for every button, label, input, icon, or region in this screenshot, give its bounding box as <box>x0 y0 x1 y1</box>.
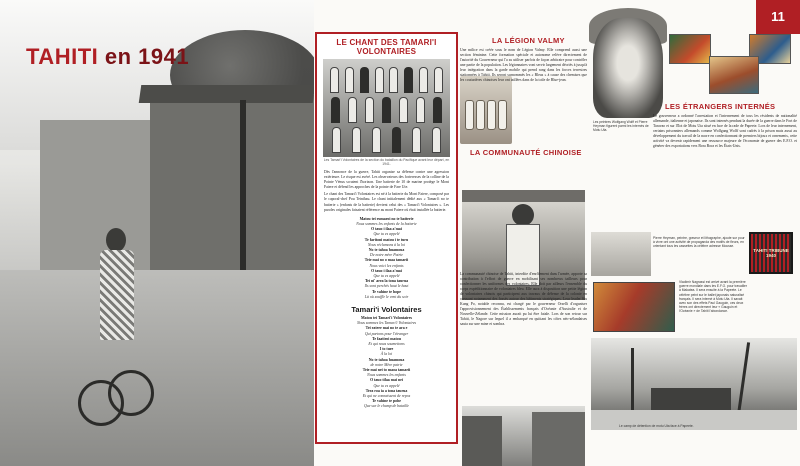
volunteers-band-photo <box>323 59 450 157</box>
legion-text: Une milice est créée sous le nom de Légion Valmy. Elle comprend aussi une section féminine. Cette formation spéciale et autonome relève directement de l'autorité du Gouverneur qui l'a su utiliser parfois de façon arbitraire pour contrôler une partie de la population. Les légionnaires vont servir largement décriés à jusqu'à leur intégration dans la garde mobile qui prend rang dans les forces terrestres stationnées à Tahiti. Ils seront surnommés les « Bleus » à cause des chemises que les couturières chinoises leur ont taillées dans de la toile de Blue-jean. <box>460 48 587 82</box>
portrait-wolff <box>593 18 663 118</box>
nagrassi-caption: Vladimir Nagrassi est arrivé avant la première guerre mondiale dans les E.F.O. pour travailler à Makatea. Il sera ensuite à la Papeete. Le célèbre peint sur le ballet japonais naturalisé français. Il sera interné à Motu Uta. Il savait avec son des effets Paul Gauguin, ces deux frères ont directement leur « Gauguin et l'Océanie » de Tahiti l'abondance. <box>679 280 747 314</box>
foreigners-text: Le gouverneur a ordonné l'arrestation et l'internement de tous les résidents de nationalité allemande, italienne et japonaise. Ils sont internés pendant la durée de la guerre dans le Fort de Taravao et sur l'îlot de Motu Uta situé en face de la rade de Papeete. Lors de leur internement, certains prisonniers allemands comme Wolfgang Wolff sont cadrés à la prison mais aussi au développement du travail de la nacre en confectionnant de premiers bijoux et ornements, cette activité va devenir rapidement une ressource majeure de l'économie de guerre des E.F.O. et générer des exportations vers Bora Bora et les États-Unis. <box>653 114 797 148</box>
chinese-text: La communauté chinoise de Tahiti, interdite d'enrôlement dans l'armée, apporte sa contribution à l'effort de guerre en mobilisant ses nombreux tailleurs pour confectionner les uniformes des volontaires. Elle doit par ailleurs l'ensemble du corps expéditionnaire de volontaires bleu. Elle aura à disposition une petite légion de volontaires chinois qui participent aux travaux de défense de la colonie en creusant notamment des fossés autour des bâtiments stratégiques. Leur leader Siu Kung Po, notable reconnu, est chargé par le gouverneur Orselli d'organiser l'approvisionnement des Établissements français d'Océanie d'Australie et de Nouvelle-Zélande. Cette mission aurait pu lui être fatale. Lors de son retour sur Tahiti, le Nagore sur lequel il a embarqué en quittant les côtes néo-zélandaises sauta sur une mine et sombra. <box>460 272 587 326</box>
song-title: Tamari'i Volontaires <box>351 305 422 314</box>
verse-batterie <box>317 217 456 300</box>
verse-line: Te faatiroi matou <box>372 336 401 341</box>
verse-line: Là où souffle le vent du soir <box>364 294 409 299</box>
tahiti-stamp: TAHITI TRIBUNE 1940 <box>749 232 793 274</box>
verse-line: Nous sommes les enfants de la batterie <box>356 221 417 226</box>
verse-line: No te tahoa huamoua <box>368 357 405 362</box>
page-title-word: TAHITI <box>26 44 99 69</box>
song-paragraph-1: Dès l'annonce de la guerre, Tahiti organise sa défense contre une agression extérieure. Le risque est avéré. Les observateurs des forteresses de la colline de la Pointe Vénus scrutent l'horizon. Une batterie de 10 de marine protège le Mont Faiere et défend les approches de la pointe de Fare Ute. <box>324 170 449 190</box>
verse-line: Matou tei rumaroi no te batterie <box>359 216 414 221</box>
verse-line: Et qui nous soumettons <box>368 342 405 347</box>
photo-roof <box>139 85 314 103</box>
verse-line: Que tu es appelé <box>373 273 400 278</box>
legion-heading: LA LÉGION VALMY <box>492 36 565 45</box>
verse-line: Nous voici les enfants <box>369 263 404 268</box>
papeete-street-photo <box>462 406 585 466</box>
verse-line: Tei nī' area la tona taurua <box>364 279 409 284</box>
gauguin-style-painting <box>593 282 675 332</box>
painting-thumbnail-3 <box>709 56 759 94</box>
portrait-caption: Les peintres Wolfgang Wolff et Pierre Heyman figurent parmi les internés de Motu Uta. <box>593 120 649 133</box>
page-title <box>26 44 189 70</box>
verse-line: Ils sont perchés haut le haut <box>364 284 409 289</box>
band-photo-caption: Les Tamari'i Volontaires de la section du bataillon du Pacifique avant leur départ, en 1941. <box>323 158 450 166</box>
chinese-heading: LA COMMUNAUTÉ CHINOISE <box>470 148 582 157</box>
song-paragraph-2: Le chant des Tamari'i Volontaires est né à la batterie du Mont Faiere, composé par le caporal-chef Pou Teinihau. Le chant initialement dédié aux « Tamari'i no te batterie » (enfants de la batterie) devient celui des « Tamari'i Volontaires ». Les paroles originales faisaient référence au mont Faiere où était installée la batterie. <box>324 192 449 212</box>
song-section-heading: LE CHANT DES TAMARI'I VOLONTAIRES <box>336 38 437 56</box>
heyman-caption: Pierre Heyman, peintre, graveur et lithographe, ajoute sur pour à vivre ont une activité de propaganda des motifs de fleurs, en orientant tous les cassettes la célèbre adresse Mousse. <box>653 236 745 249</box>
verse-line: Teie mai nei to maoa tamarii <box>362 368 411 373</box>
verse-line: Que tu es appelé <box>373 232 400 237</box>
verse-line: Tei ratere mai no te ara e <box>365 326 408 331</box>
column-legion-chinese <box>460 32 587 444</box>
verse-line: Qui partons pour l'étranger <box>364 331 409 336</box>
verse-line: O tauo i ilaa a'mai <box>371 268 402 273</box>
verse-line: Que sur le champ de bataille <box>363 404 410 409</box>
verse-line: O tauo tilaa mai nei <box>370 378 403 383</box>
page-number: 11 <box>756 0 800 34</box>
photo-tree-trunk <box>240 100 246 270</box>
verse-line: Nous réclamons à la loi <box>367 242 406 247</box>
column-internees <box>589 0 800 466</box>
street-photo-1941 <box>0 0 314 466</box>
verse-line: Tera roa ia a tona taurua <box>365 388 408 393</box>
verse-line: Nous sommes les Tamari'i Volontaires <box>356 321 417 326</box>
page-title-year: en 1941 <box>104 44 190 69</box>
verse-line: O tauo i ilaa a'mai <box>371 227 402 232</box>
verse-volontaires <box>317 316 456 410</box>
camp-caption: Le camp de détention de motu Uta face à Papeete. <box>619 424 694 428</box>
verse-line: Te vahine te hope <box>372 289 401 294</box>
verse-line: Et qui ne connaissent de repos <box>362 394 411 399</box>
photo-bicycle <box>78 330 158 430</box>
verse-line: De notre mère Patrie <box>370 253 403 258</box>
verse-line: No te tahoa huamoua <box>368 247 405 252</box>
heyman-sketch-photo <box>591 232 651 276</box>
foreigners-heading: LES ÉTRANGERS INTERNÉS <box>665 102 776 111</box>
legion-women-photo <box>460 76 512 144</box>
motu-uta-camp-photo <box>591 338 797 430</box>
verse-line: Matou tei Tamari'i Volontaires <box>360 316 413 320</box>
verse-line: Nous sommes les enfants <box>367 373 406 378</box>
verse-line: Teie mai no o maa tamarii <box>364 258 409 263</box>
verse-line: Te vahine te pohe <box>372 399 401 404</box>
verse-line: Que tu es appelé <box>373 383 400 388</box>
painting-thumbnail-1 <box>669 34 711 64</box>
verse-line: I to ture <box>379 347 394 352</box>
verse-line: À la loi <box>380 352 393 357</box>
verse-line: Te faritoni matou i te turu <box>364 237 409 242</box>
verse-line: de notre Mère patrie <box>370 362 403 367</box>
song-column <box>315 32 458 444</box>
photo-building-store <box>150 95 314 285</box>
